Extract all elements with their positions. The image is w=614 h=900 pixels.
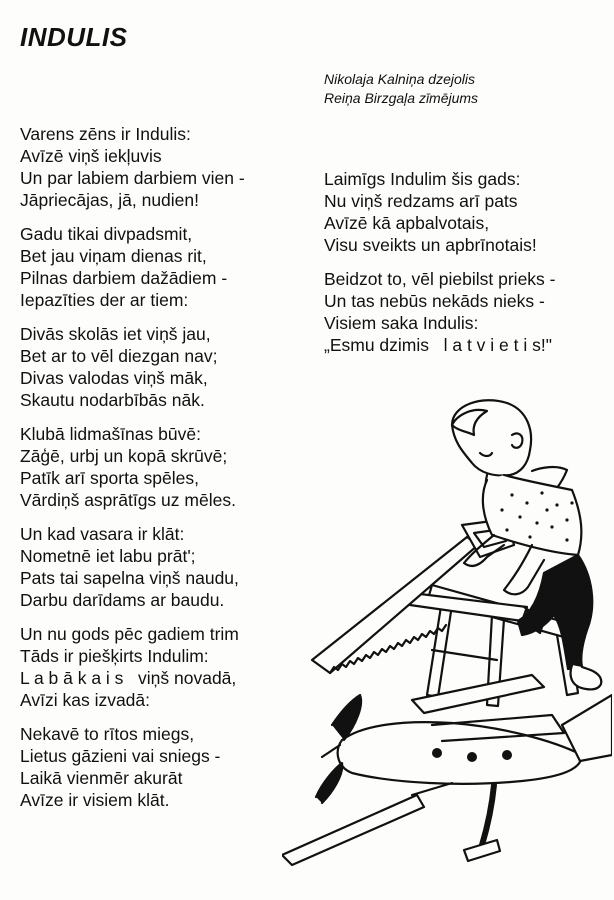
poem-line: Zāģē, urbj un kopā skrūvē; <box>20 446 228 466</box>
poem-left-column <box>20 123 320 823</box>
poem-line: Avīzē kā apbalvotais, <box>324 213 490 233</box>
poem-line: Darbu darīdams ar baudu. <box>20 590 225 610</box>
poem-line: Un par labiem darbiem vien - <box>20 168 245 188</box>
poem-line: Visu sveikts un apbrīnotais! <box>324 235 537 255</box>
poem-line: Visiem saka Indulis: <box>324 313 479 333</box>
stanza <box>324 168 609 256</box>
stanza <box>20 323 320 411</box>
poem-line: Un nu gods pēc gadiem trim <box>20 624 239 644</box>
poem-line: Un kad vasara ir klāt: <box>20 524 185 544</box>
poem-line: Tāds ir piešķirts Indulim: <box>20 646 209 666</box>
poem-line: Avīze ir visiem klāt. <box>20 790 170 810</box>
stanza <box>20 123 320 211</box>
poem-line: Laikā vienmēr akurāt <box>20 768 183 788</box>
poem-line: L a b ā k a i s viņš novadā, <box>20 668 237 688</box>
poem-line: Divās skolās iet viņš jau, <box>20 324 211 344</box>
boy-sawing-illustration <box>282 395 612 880</box>
poem-line: Nekavē to rītos miegs, <box>20 724 195 744</box>
credits <box>324 70 478 108</box>
poem-line: Patīk arī sporta spēles, <box>20 468 199 488</box>
poem-line: Vārdiņš asprātīgs uz mēles. <box>20 490 236 510</box>
stanza <box>20 223 320 311</box>
poem-line: Iepazīties der ar tiem: <box>20 290 189 310</box>
poem-line: Nometnē iet labu prāt'; <box>20 546 196 566</box>
page-title: INDULIS <box>20 22 128 52</box>
poem-line: Beidzot to, vēl piebilst prieks - <box>324 269 556 289</box>
poem-line: Lietus gāzieni vai sniegs - <box>20 746 221 766</box>
poet-credit: Nikolaja Kalniņa dzejolis <box>324 71 475 87</box>
poem-line: Bet ar to vēl diezgan nav; <box>20 346 218 366</box>
poem-line: Pats tai sapelna viņš naudu, <box>20 568 239 588</box>
stanza <box>324 268 609 356</box>
poem-line: Jāpriecājas, jā, nudien! <box>20 190 199 210</box>
poem-line: Varens zēns ir Indulis: <box>20 124 191 144</box>
poem-line: Avīzi kas izvadā: <box>20 690 151 710</box>
poem-line: Divas valodas viņš māk, <box>20 368 208 388</box>
stanza <box>20 523 320 611</box>
illustrator-credit: Reiņa Birzgaļa zīmējums <box>324 90 479 106</box>
stanza <box>20 623 320 711</box>
stanza <box>20 423 320 511</box>
poem-line: Klubā lidmašīnas būvē: <box>20 424 201 444</box>
stanza <box>20 723 320 811</box>
poem-line: Skautu nodarbībās nāk. <box>20 390 205 410</box>
poem-line: Bet jau viņam dienas rit, <box>20 246 207 266</box>
poem-line: Laimīgs Indulim šis gads: <box>324 169 521 189</box>
poem-line: Un tas nebūs nekāds nieks - <box>324 291 545 311</box>
poem-line: „Esmu dzimis l a t v i e t i s!" <box>324 335 552 355</box>
poem-line: Gadu tikai divpadsmit, <box>20 224 193 244</box>
saw-icon <box>312 519 514 673</box>
model-airplane-icon <box>282 675 612 865</box>
poem-line: Nu viņš redzams arī pats <box>324 191 518 211</box>
poem-line: Pilnas darbiem dažādiem - <box>20 268 228 288</box>
poem-line: Avīzē viņš iekļuvis <box>20 146 162 166</box>
poem-right-column <box>324 168 609 368</box>
